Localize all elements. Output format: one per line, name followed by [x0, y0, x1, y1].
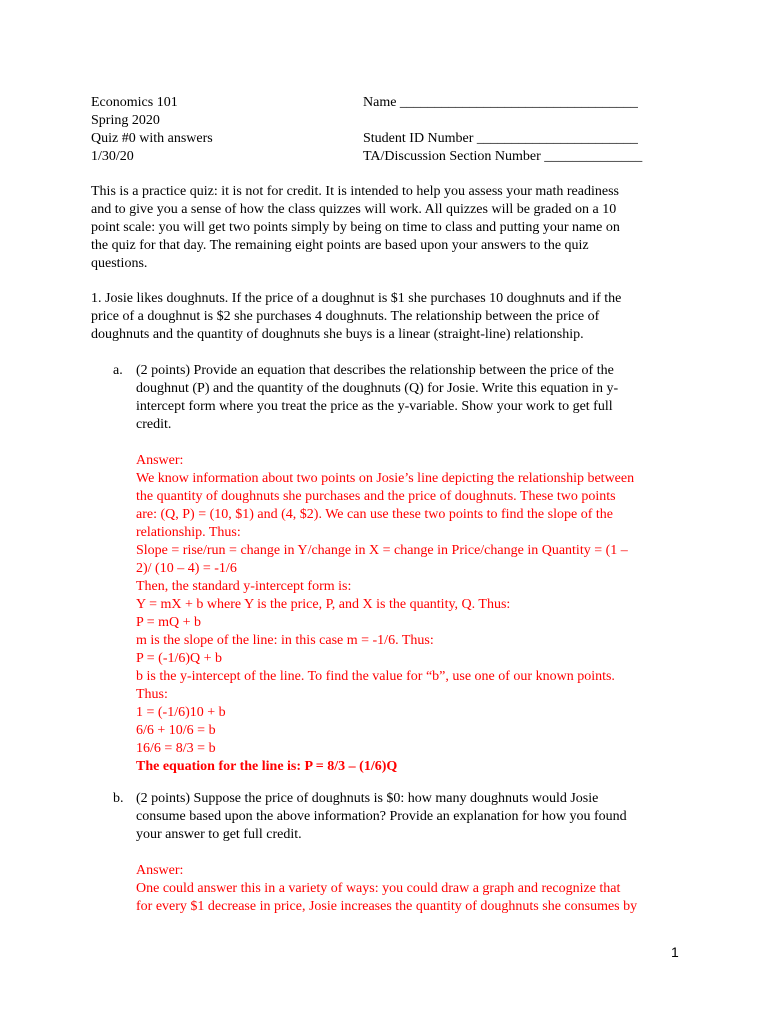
- part-a-question-line: doughnut (P) and the quantity of the doughnuts (Q) for Josie. Write this equation in y-: [136, 381, 619, 396]
- answer-line: 2)/ (10 – 4) = -1/6: [136, 561, 237, 576]
- course-term: Spring 2020: [91, 113, 160, 128]
- intro-line: the quiz for that day. The remaining eight points are based upon your answers to the quiz: [91, 238, 589, 253]
- answer-line: b is the y-intercept of the line. To find the value for “b”, use one of our known points.: [136, 669, 615, 684]
- answer-line: Answer:: [136, 863, 184, 878]
- part-b-marker: b.: [113, 791, 124, 806]
- question-line: price of a doughnut is $2 she purchases 4 doughnuts. The relationship between the price of: [91, 309, 600, 324]
- answer-line: 16/6 = 8/3 = b: [136, 741, 216, 756]
- intro-line: point scale: you will get two points simply by being on time to class and putting your name on: [91, 220, 620, 235]
- answer-line: Answer:: [136, 453, 184, 468]
- answer-line: the quantity of doughnuts she purchases and the price of doughnuts. These two points: [136, 489, 616, 504]
- answer-line: We know information about two points on Josie’s line depicting the relationship between: [136, 471, 635, 486]
- intro-paragraph: [91, 183, 681, 273]
- answer-line: Slope = rise/run = change in Y/change in X = change in Price/change in Quantity = (1 –: [136, 543, 628, 558]
- part-b-question-line: consume based upon the above information? Provide an explanation for how you found: [136, 809, 627, 824]
- part-a-question-line: intercept form where you treat the price as the y-variable. Show your work to get full: [136, 399, 613, 414]
- question-line: 1. Josie likes doughnuts. If the price of a doughnut is $1 she purchases 10 doughnuts and if the: [91, 291, 622, 306]
- part-a-answer: [136, 452, 683, 776]
- intro-line: This is a practice quiz: it is not for credit. It is intended to help you assess your math readiness: [91, 184, 619, 199]
- course-info: [91, 94, 351, 166]
- answer-line: One could answer this in a variety of ways: you could draw a graph and recognize that: [136, 881, 621, 896]
- final-equation: The equation for the line is: P = 8/3 – (1/6)Q: [136, 759, 398, 774]
- part-b-answer: [136, 862, 683, 916]
- quiz-date: 1/30/20: [91, 149, 134, 164]
- question-line: doughnuts and the quantity of doughnuts she buys is a linear (straight-line) relationship.: [91, 327, 584, 342]
- part-b-question-line: (2 points) Suppose the price of doughnuts is $0: how many doughnuts would Josie: [136, 791, 599, 806]
- part-a-marker: a.: [113, 363, 123, 378]
- answer-line: 6/6 + 10/6 = b: [136, 723, 216, 738]
- part-b-question-line: your answer to get full credit.: [136, 827, 302, 842]
- answer-line: m is the slope of the line: in this case m = -1/6. Thus:: [136, 633, 434, 648]
- answer-line: P = mQ + b: [136, 615, 202, 630]
- answer-line: Y = mX + b where Y is the price, P, and X is the quantity, Q. Thus:: [136, 597, 511, 612]
- course-name: Economics 101: [91, 95, 178, 110]
- answer-line: Then, the standard y-intercept form is:: [136, 579, 352, 594]
- page-number: 1: [671, 944, 679, 960]
- part-a-question-line: (2 points) Provide an equation that describes the relationship between the price of the: [136, 363, 614, 378]
- answer-line: 1 = (-1/6)10 + b: [136, 705, 226, 720]
- answer-line: relationship. Thus:: [136, 525, 241, 540]
- answer-line: P = (-1/6)Q + b: [136, 651, 223, 666]
- answer-line: Thus:: [136, 687, 168, 702]
- intro-line: and to give you a sense of how the class quizzes will work. All quizzes will be graded on a 10: [91, 202, 617, 217]
- answer-line: for every $1 decrease in price, Josie increases the quantity of doughnuts she consumes by: [136, 899, 638, 914]
- part-a-question-line: credit.: [136, 417, 172, 432]
- intro-line: questions.: [91, 256, 148, 271]
- answer-line: are: (Q, P) = (10, $1) and (4, $2). We can use these two points to find the slope of the: [136, 507, 613, 522]
- student-fields: [363, 94, 693, 166]
- ta-section-field: TA/Discussion Section Number ______________: [363, 149, 643, 164]
- student-id-field: Student ID Number _______________________: [363, 131, 638, 146]
- name-field: Name __________________________________: [363, 95, 638, 110]
- quiz-title: Quiz #0 with answers: [91, 131, 213, 146]
- question-1: [91, 290, 681, 344]
